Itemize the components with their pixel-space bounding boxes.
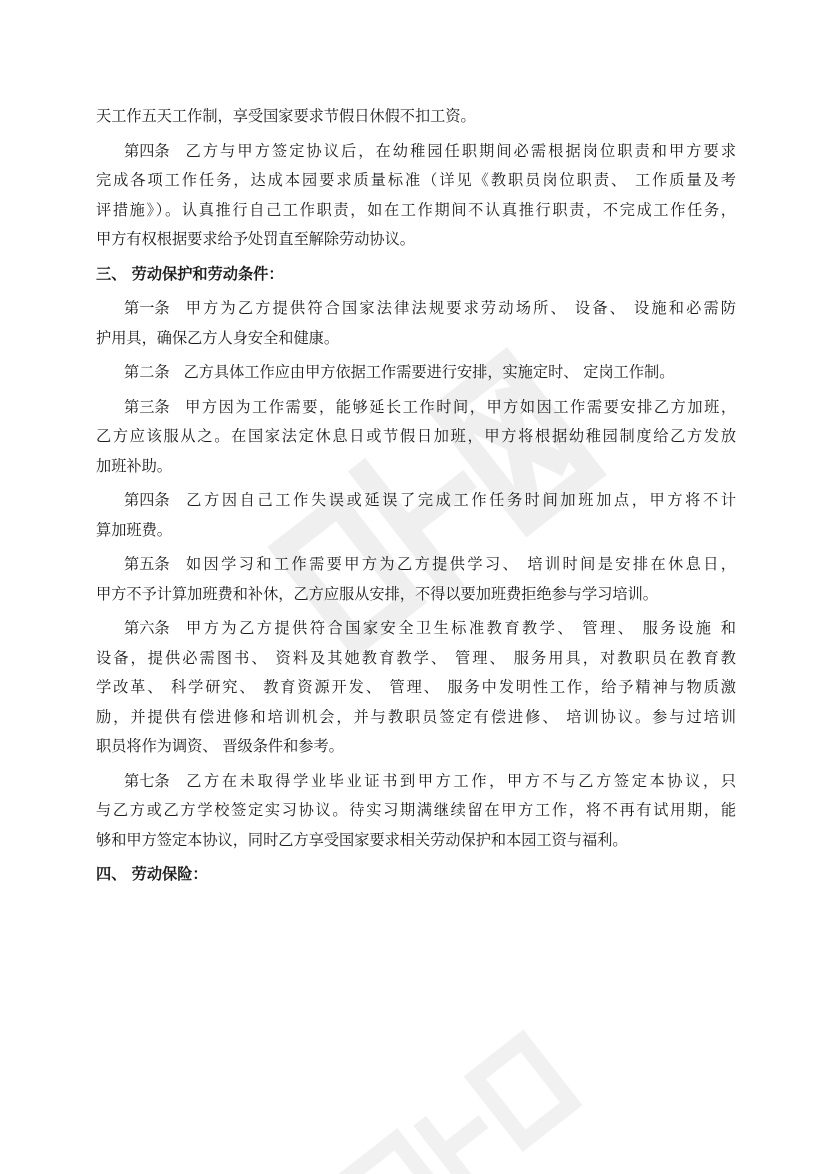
text-line — [96, 486, 736, 516]
text-line — [96, 673, 736, 703]
article-label: 第二条 — [124, 363, 170, 381]
article-label: 第三条 — [124, 397, 170, 416]
text-line — [96, 294, 736, 324]
text-line — [96, 614, 736, 644]
line-text: 如因学习和工作需要甲方为乙方提供学习、 培训时间是安排在休息日， — [183, 555, 736, 573]
line-text: 乙方具体工作应由甲方依据工作需要进行安排，实施定时、 定岗工作制。 — [183, 363, 675, 381]
line-text: 完成各项工作任务，达成本园要求质量标准（详见《教职员岗位职责、 工作质量及考 — [96, 171, 736, 189]
line-text: 学改革、 科学研究、 教育资源开发、 管理、 服务中发明性工作，给予精神与物质激 — [96, 678, 736, 696]
text-line — [96, 196, 736, 226]
section-heading: 四、 劳动保险： — [96, 865, 208, 883]
continuation-paragraph — [96, 102, 736, 132]
text-line — [96, 580, 736, 610]
article-label: 第四条 — [124, 141, 170, 160]
line-text: 评措施》）。认真推行自己工作职责，如在工作期间不认真推行职责，不完成工作任务， — [96, 200, 736, 219]
line-text: 够和甲方签定本协议，同时乙方享受国家要求相关劳动保护和本园工资与福利。 — [96, 830, 628, 849]
text-line — [96, 137, 736, 167]
line-text: 甲方不予计算加班费和补休，乙方应服从安排，不得以要加班费拒绝参与学习培训。 — [96, 584, 658, 603]
text-line — [96, 703, 736, 733]
document-body — [96, 102, 736, 895]
line-text: 乙方因自己工作失误或延误了完成工作任务时间加班加点，甲方将不计 — [183, 491, 736, 509]
line-text: 加班补助。 — [96, 456, 172, 475]
article-paragraph — [96, 358, 736, 388]
line-text: 乙方在未取得学业毕业证书到甲方工作，甲方不与乙方签定本协议，只 — [183, 771, 736, 790]
line-text: 职员将作为调资、 晋级条件和参考。 — [96, 737, 344, 755]
text-line — [96, 826, 736, 856]
text-line — [96, 796, 736, 826]
text-line — [96, 422, 736, 452]
watermark-fragment-icon — [321, 1013, 600, 1174]
article-paragraph — [96, 767, 736, 856]
line-text: 天工作五天工作制，享受国家要求节假日休假不扣工资。 — [96, 107, 476, 125]
line-text: 甲方为乙方提供符合国家法律法规要求劳动场所、 设备、 设施和必需防 — [183, 299, 736, 317]
text-line — [96, 452, 736, 482]
article-paragraph — [96, 137, 736, 255]
article-paragraph — [96, 486, 736, 545]
line-text: 护用具，确保乙方人身安全和健康。 — [96, 328, 339, 347]
article-paragraph — [96, 614, 736, 762]
line-text: 励，并提供有偿进修和培训机会，并与教职员签定有偿进修、 培训协议。参与过培训 — [96, 707, 736, 726]
line-text: 甲方因为工作需要，能够延长工作时间，甲方如因工作需要安排乙方加班， — [183, 397, 736, 416]
text-line — [96, 324, 736, 354]
text-line — [96, 102, 736, 132]
line-text: 甲方有权根据要求给予处罚直至解除劳动协议。 — [96, 230, 415, 248]
line-text: 算加班费。 — [96, 520, 172, 539]
text-line — [96, 767, 736, 797]
article-paragraph — [96, 550, 736, 609]
article-label: 第七条 — [124, 771, 170, 790]
article-label: 第一条 — [124, 299, 170, 317]
text-line — [96, 166, 736, 196]
text-line — [96, 550, 736, 580]
article-label: 第四条 — [124, 491, 170, 509]
line-text: 乙方与甲方签定协议后，在幼稚园任职期间必需根据岗位职责和甲方要求 — [183, 141, 736, 160]
article-label: 第六条 — [124, 619, 170, 637]
line-text: 设备，提供必需图书、 资料及其她教育教学、 管理、 服务用具，对教职员在教育教 — [96, 648, 736, 667]
text-line — [96, 732, 736, 762]
section-heading: 三、 劳动保护和劳动条件： — [96, 264, 284, 283]
text-line — [96, 516, 736, 546]
line-text: 甲方为乙方提供符合国家安全卫生标准教育教学、 管理、 服务设施 和 — [183, 619, 736, 637]
line-text: 乙方应该服从之。在国家法定休息日或节假日加班，甲方将根据幼稚园制度给乙方发放 — [96, 427, 736, 445]
article-label: 第五条 — [124, 555, 170, 573]
text-line — [96, 358, 736, 388]
line-text: 与乙方或乙方学校签定实习协议。待实习期满继续留在甲方工作，将不再有试用期，能 — [96, 801, 736, 819]
text-line — [96, 644, 736, 674]
article-paragraph — [96, 393, 736, 482]
text-line — [96, 225, 736, 255]
article-paragraph — [96, 294, 736, 353]
text-line — [96, 393, 736, 423]
